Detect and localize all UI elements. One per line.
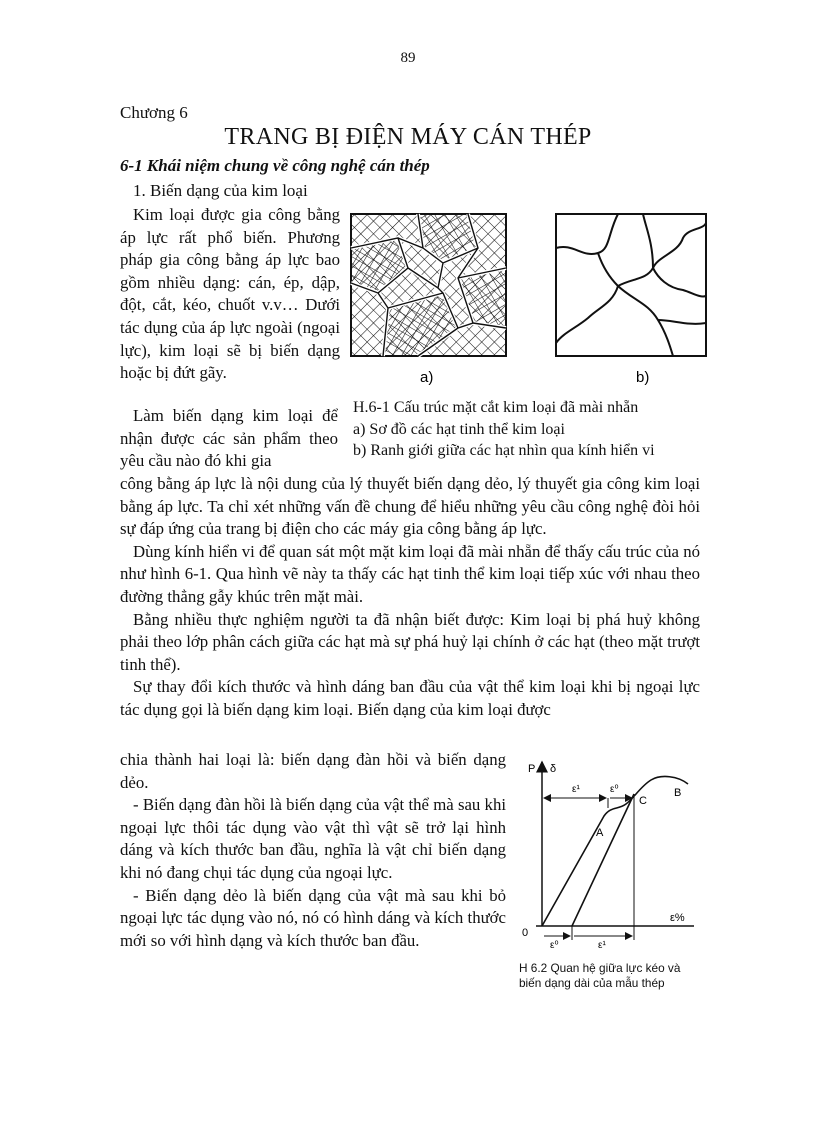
axis-delta-label: δ [550, 763, 557, 775]
unloading-line [572, 794, 634, 926]
page-number: 89 [400, 50, 416, 66]
figure-6-2-stress-strain [516, 758, 706, 958]
subsection-heading: 1. Biến dạng của kim loại [133, 181, 308, 200]
chapter-label: Chương 6 [120, 103, 188, 122]
point-a-label: A [596, 827, 604, 839]
figure-6-1-caption-line-3: b) Ranh giới giữa các hạt nhìn qua kính hiển vi [353, 442, 655, 459]
grain-diagram-b [556, 214, 706, 356]
wrapped-text-block [120, 749, 506, 952]
figure-6-1-caption-line-2: a) Sơ đồ các hạt tinh thể kim loại [353, 420, 565, 438]
figure-6-1-label-a: a) [420, 369, 434, 386]
eps0-bottom-label: ε⁰ [550, 940, 559, 951]
paragraph-5-continued: chia thành hai loại là: biến dạng đàn hồi và biến dạng dẻo. [120, 750, 506, 792]
figure-6-2-caption [519, 961, 680, 991]
paragraph-2-start: Làm biến dạng kim loại để nhận được các sản phẩm theo yêu cầu nào đó khi gia [120, 406, 338, 471]
full-width-text-block [120, 473, 700, 722]
paragraph-plastic-deformation: - Biến dạng dẻo là biến dạng của vật mà sau khi bỏ ngoại lực tác dụng vào nó, nó có hình dáng và kích thước mới so với hình dạng và kích thước ban đầu. [120, 885, 506, 950]
axis-x-label: ε% [670, 912, 685, 924]
point-b-label: B [674, 787, 682, 799]
origin-label: 0 [522, 927, 529, 939]
paragraph-1: Kim loại được gia công bằng áp lực rất phổ biến. Phương pháp gia công bằng áp lực bao gồm nhiều dạng: cán, ép, dập, đột, cắt, kéo, chuốt v.v… Dưới tác dụng của áp lực ngoài (ngoại lực), kim loại sẽ bị biến dạng hoặc bị đứt gãy. [120, 205, 340, 383]
page-title: TRANG BỊ ĐIỆN MÁY CÁN THÉP [224, 124, 592, 150]
grain-diagram-a [351, 214, 506, 356]
paragraph-4: Bằng nhiều thực nghiệm người ta đã nhận biết được: Kim loại bị phá huỷ không phải theo lớp phân cách giữa các hạt mà sự phá huỷ lại chính ở các hạt (theo mặt trượt tinh thể). [120, 609, 700, 674]
axis-p-label: P [528, 763, 536, 775]
point-c-label: C [639, 795, 647, 807]
figure-6-2-caption-line-1: H 6.2 Quan hệ giữa lực kéo và [519, 961, 681, 975]
figure-6-2-caption-line-2: biến dạng dài của mẫu thép [519, 976, 665, 990]
figure-6-1-label-b: b) [636, 369, 650, 386]
eps1-top-label: ε¹ [572, 784, 580, 795]
figure-6-1-caption-line-1: H.6-1 Cấu trúc mặt cắt kim loại đã mài nhẵn [353, 399, 639, 416]
figure-6-1-caption [353, 397, 655, 462]
section-heading: 6-1 Khái niệm chung về công nghệ cán thép [120, 156, 430, 175]
paragraph-5: Sự thay đổi kích thước và hình dáng ban đầu của vật thể kim loại khi bị ngoại lực tác dụng gọi là biến dạng kim loại. Biến dạng của kim loại được [120, 677, 700, 719]
paragraph-3: Dùng kính hiển vi để quan sát một mặt kim loại đã mài nhẵn để thấy cấu trúc của nó như hình 6-1. Qua hình vẽ này ta thấy các hạt tinh thể kim loại tiếp xúc với nhau theo đường thẳng gẫy khúc trên mặt mài. [120, 541, 700, 606]
eps1-bottom-label: ε¹ [598, 940, 606, 951]
loading-curve [542, 777, 688, 926]
eps0-top-label: ε⁰ [610, 784, 619, 795]
paragraph-2-continued: công bằng áp lực là nội dung của lý thuyết biến dạng dẻo, lý thuyết gia công kim loại bằng áp lực. Ta chỉ xét những vấn đề chung để hiểu những yêu cầu công nghệ đòi hỏi sự đáp ứng của trang bị điện cho các máy gia công bằng áp lực. [120, 474, 700, 539]
paragraph-elastic-deformation: - Biến dạng đàn hồi là biến dạng của vật thể mà sau khi ngoại lực thôi tác dụng vào vật thì vật sẽ trở lại hình dáng và kích thước ban đầu, nghĩa là vật chỉ biến dạng khi nó đang chụi tác dụng của ngoại lực. [120, 795, 506, 882]
figure-6-1-grain-structure [348, 208, 710, 390]
